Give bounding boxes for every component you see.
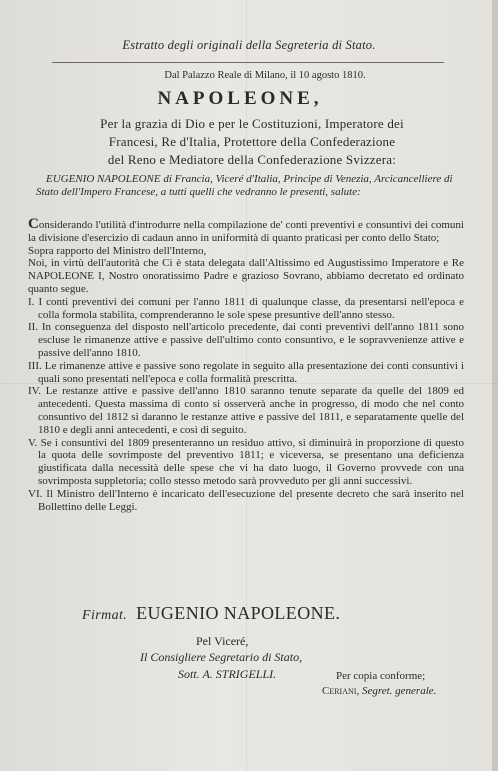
- article-paragraph: VI. Il Ministro dell'Interno è incaricato dell'esecuzione del presente decreto che sarà inserito nel Bollettino delle Leggi.: [28, 487, 464, 513]
- copy-signer-title: , Segret. generale.: [356, 685, 437, 697]
- viceroy-address: EUGENIO NAPOLEONE di Francia, Viceré d'Italia, Principe di Venezia, Arcicancelliere di Stato dell'Impero Francese, a tutti quelli che vedranno le presenti, salute:: [36, 173, 453, 198]
- for-viceroy-line: Pel Viceré,: [196, 634, 249, 648]
- article-paragraph: IV. Le restanze attive e passive dell'anno 1810 saranno tenute separate da quelle del 1809 ed antecedenti. Questa massima di conto si osserverà anche in progresso, di modo che nel conto consuntivo del 1812 si daranno le restanze attive e passive del 1811, e separatamente quelle del 1810 e degli anni antecedenti, e così di seguito.: [28, 385, 464, 436]
- countersign-line: Sott. A. STRIGELLI.: [178, 667, 277, 681]
- signature-line: [82, 603, 442, 624]
- preamble-paragraph: Sopra rapporto del Ministro dell'Interno,: [28, 244, 207, 257]
- copy-signature: [322, 685, 436, 697]
- article-paragraph: I. I conti preventivi dei comuni per l'anno 1811 di qualunque classe, da presentarsi nell'epoca e colla formola stabilita, comprenderanno le sole spese presuntive dell'anno stesso.: [28, 295, 464, 321]
- titles-line: del Reno e Mediatore della Confederazione Svizzera:: [107, 152, 397, 167]
- sovereign-titles: [42, 115, 462, 169]
- header-note: Estratto degli originali della Segreteria di Stato.: [122, 38, 376, 52]
- copy-signer-name: Ceriani: [322, 685, 357, 697]
- header-rule: [52, 62, 444, 63]
- article-paragraph: III. Le rimanenze attive e passive sono regolate in seguito alla presentazione dei conti consuntivi i quali sono presentati nell'epoca e colla formalità prescritta.: [28, 359, 464, 385]
- preamble-paragraph: Considerando l'utilità d'introdurre nella compilazione de' conti preventivi e consuntivi dei comuni la divisione d'esercizio di cadaun anno in uniformità di quanto praticasi per conto dello Stato;: [28, 216, 464, 244]
- article-paragraph: II. In conseguenza del disposto nell'articolo precedente, dai conti preventivi dell'anno 1811 sono escluse le rimanenze attive e passive dell'ultimo conto consuntivo, e le sopravvenienze attive e passive dell'anno 1810.: [28, 321, 464, 359]
- titles-line: Per la grazia di Dio e per le Costituzioni, Imperatore dei: [100, 116, 404, 131]
- counsellor-line: Il Consigliere Segretario di Stato,: [140, 650, 303, 664]
- signature-name: EUGENIO NAPOLEONE.: [136, 603, 341, 623]
- copy-note: Per copia conforme;: [336, 670, 426, 682]
- date-line: Dal Palazzo Reale di Milano, il 10 agosto 1810.: [164, 70, 366, 81]
- article-paragraph: V. Se i consuntivi del 1809 presenteranno un residuo attivo, si diminuirà in proporzione di questo la quota delle sovrimposte del preventivo 1811; e viceversa, se presentano una deficienza giustificata dalla necessità delle spese che vi ha dato luogo, il Governo provvede con una sovrimposta suppletoria; collo stesso metodo sarà provveduto per gli anni successivi.: [28, 436, 464, 487]
- signature-lead: Firmat.: [82, 608, 128, 623]
- titles-line: Francesi, Re d'Italia, Protettore della Confederazione: [108, 134, 396, 149]
- decree-title: NAPOLEONE,: [157, 88, 323, 109]
- preamble-paragraph: Noi, in virtù dell'autorità che Ci è stata delegata dall'Altissimo ed Augustissimo Imperatore e Re NAPOLEONE I, Nostro onoratissimo Padre e grazioso Sovrano, abbiamo decretato ed ordinato quanto segue.: [28, 257, 464, 295]
- decree-body: [28, 218, 464, 513]
